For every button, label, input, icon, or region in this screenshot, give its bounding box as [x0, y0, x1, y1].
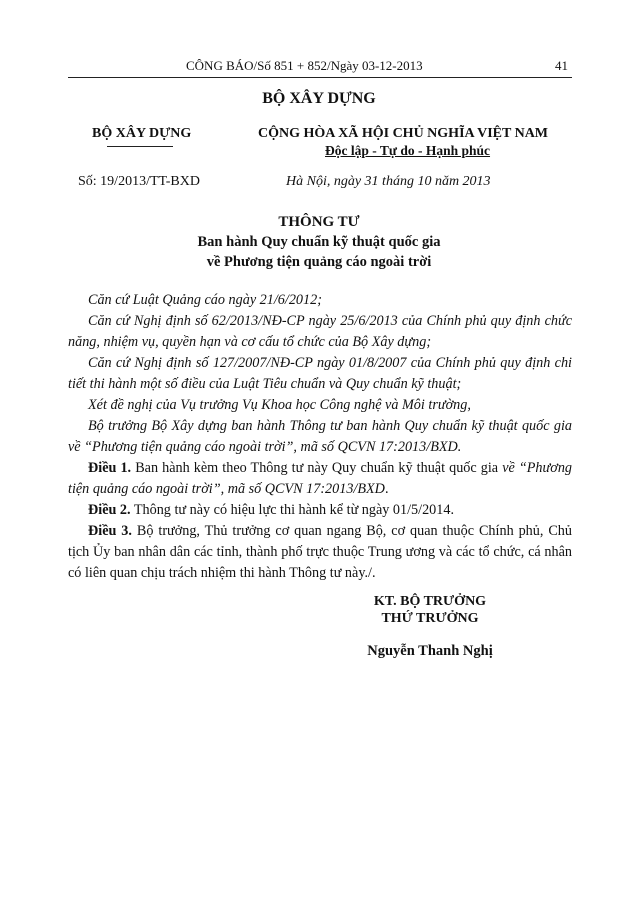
- preamble-1: Căn cứ Luật Quảng cáo ngày 21/6/2012;: [88, 292, 322, 308]
- preamble-5: Bộ trưởng Bộ Xây dựng ban hành Thông tư ban hành Quy chuẩn kỹ thuật quốc gia về “Phương tiện quảng cáo ngoài trời”, mã số QCVN 17:2013/BXD.: [68, 418, 572, 455]
- preamble-3: Căn cứ Nghị định số 127/2007/NĐ-CP ngày 01/8/2007 của Chính phủ quy định chi tiết thi hành một số điều của Luật Tiêu chuẩn và Quy chuẩn kỹ thuật;: [68, 355, 572, 392]
- article-2: [68, 500, 572, 521]
- document-type: THÔNG TƯ: [278, 214, 360, 230]
- article-1: [68, 458, 572, 500]
- signature-title-1: KT. BỘ TRƯỞNG: [373, 594, 487, 609]
- article-3-text: Bộ trưởng, Thủ trưởng cơ quan ngang Bộ, cơ quan thuộc Chính phủ, Chủ tịch Ủy ban nhân dân các tỉnh, thành phố trực thuộc Trung ương và các tổ chức, cá nhân có liên quan chịu trách nhiệm thi hành Thông tư này./.: [68, 523, 572, 581]
- article-1-label: Điều 1.: [88, 460, 132, 476]
- article-1-text: Ban hành kèm theo Thông tư này Quy chuẩn kỹ thuật quốc gia: [131, 460, 503, 476]
- preamble-2: Căn cứ Nghị định số 62/2013/NĐ-CP ngày 25/6/2013 của Chính phủ quy định chức năng, nhiệm vụ, quyền hạn và cơ cấu tổ chức của Bộ Xây dựng;: [68, 313, 572, 350]
- running-header-title: CÔNG BÁO/Số 851 + 852/Ngày 03-12-2013: [186, 58, 423, 73]
- page-number: 41: [555, 58, 568, 73]
- issuer-underline: [107, 146, 173, 147]
- article-1-end: .: [384, 481, 389, 497]
- ministry-title: BỘ XÂY DỰNG: [262, 90, 376, 107]
- national-motto: Độc lập - Tự do - Hạnh phúc: [325, 143, 491, 158]
- document-number: Số: 19/2013/TT-BXD: [78, 174, 200, 189]
- preamble-4: Xét đề nghị của Vụ trưởng Vụ Khoa học Công nghệ và Môi trường,: [88, 397, 471, 413]
- article-1-italic: về “Phương tiện quảng cáo ngoài trời”, mã số QCVN 17:2013/BXD: [68, 460, 573, 497]
- article-3: [68, 521, 572, 584]
- header-rule: [68, 77, 572, 78]
- place-date: Hà Nội, ngày 31 tháng 10 năm 2013: [286, 174, 491, 189]
- title-line-2: về Phương tiện quảng cáo ngoài trời: [206, 254, 432, 270]
- issuer-name: BỘ XÂY DỰNG: [92, 126, 192, 141]
- article-3-label: Điều 3.: [88, 523, 132, 539]
- article-2-text: Thông tư này có hiệu lực thi hành kể từ ngày 01/5/2014.: [130, 502, 455, 518]
- signatory-name: Nguyễn Thanh Nghị: [367, 643, 493, 659]
- article-2-label: Điều 2.: [88, 502, 131, 518]
- country-name: CỘNG HÒA XÃ HỘI CHỦ NGHĨA VIỆT NAM: [258, 126, 549, 141]
- signature-title-2: THỨ TRƯỞNG: [381, 611, 479, 626]
- title-line-1: Ban hành Quy chuẩn kỹ thuật quốc gia: [197, 234, 441, 250]
